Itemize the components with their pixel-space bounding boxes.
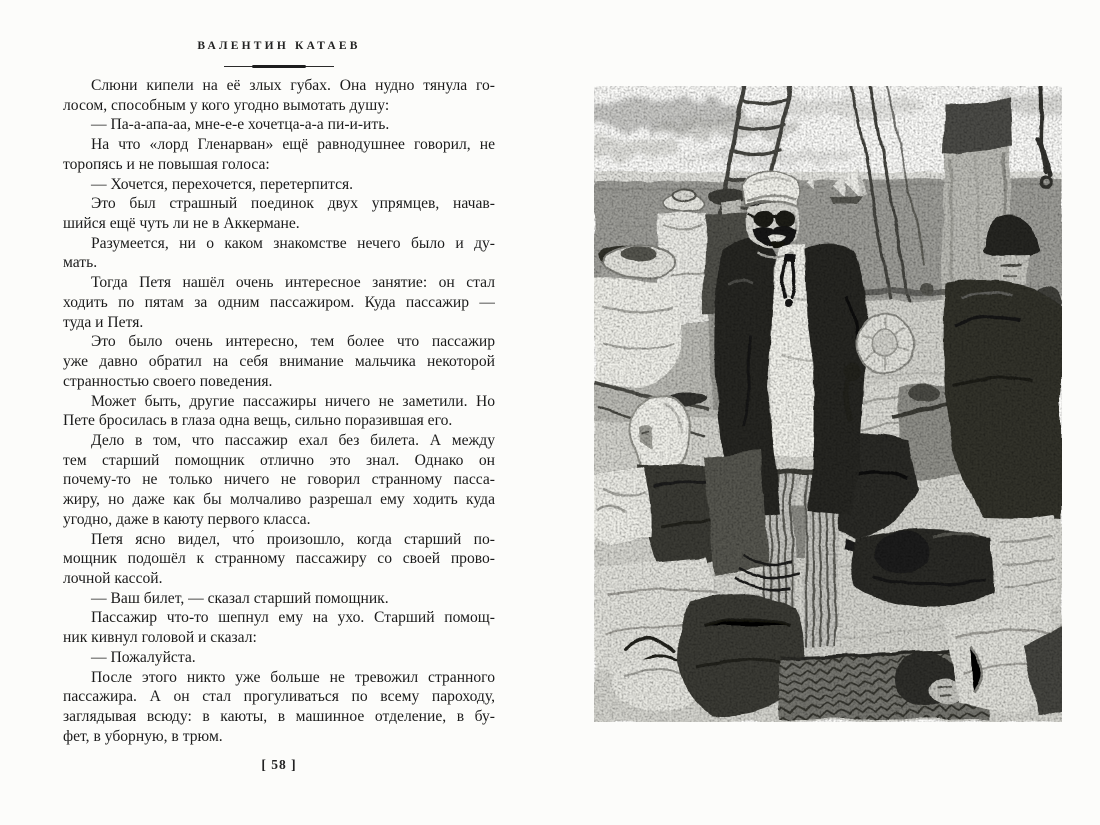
text-line: пассажира. А он стал прогуливаться по всему пароходу,: [63, 688, 495, 706]
text-line: мать.: [63, 254, 98, 272]
text-line: лочной кассой.: [63, 569, 163, 587]
text-line: — Хочется, перехочется, перетерпится.: [91, 175, 354, 193]
text-line: торопясь и не повышая голоса:: [63, 155, 270, 173]
running-header: ВАЛЕНТИН КАТАЕВ: [197, 40, 361, 52]
text-line: почему-то не только ничего не говорил странному пасса-: [63, 471, 495, 489]
text-line: уже давно обратил на себя внимание мальчика некоторой: [63, 353, 495, 371]
text-line: заглядывая всюду: в каюты, в машинное отделение, в бу-: [63, 708, 495, 725]
text-line: После этого никто уже больше не тревожил странного: [91, 668, 495, 686]
text-line: — Па-а-апа-аа, мне-е-е хочетца-а-а пи-и-ить.: [91, 116, 390, 134]
page-number: [ 58 ]: [261, 757, 297, 772]
header-divider: [224, 64, 334, 69]
text-line: Может быть, другие пассажиры ничего не заметили. Но: [91, 392, 495, 410]
text-line: — Пожалуйста.: [91, 648, 196, 666]
text-line: Это был страшный поединок двух упрямцев, начав-: [91, 195, 495, 213]
text-line: ник кивнул головой и сказал:: [63, 629, 257, 647]
text-line: жиру, но даже как бы молчаливо разрешал ему ходить куда: [63, 491, 495, 509]
text-line: туда и Петя.: [63, 313, 144, 331]
text-line: ходить по пятам за одним пассажиром. Куда пассажир —: [63, 293, 495, 311]
text-line: тем старший помощник отлично это знал. Однако он: [63, 451, 495, 469]
body-text: [63, 76, 495, 746]
text-line: Пете бросилась в глаза одна вещь, сильно поразившая его.: [63, 412, 453, 430]
text-line: странностью своего поведения.: [63, 372, 273, 390]
divider-thick-line: [252, 65, 306, 68]
text-line: На что «лорд Гленарван» ещё равнодушнее говорил, не: [91, 136, 495, 154]
text-line: Это было очень интересно, тем более что пассажир: [91, 333, 495, 351]
text-line: фет, в уборную, в трюм.: [63, 727, 223, 745]
text-line: Петя ясно видел, что́ произошло, когда старший по-: [91, 530, 495, 548]
illustration-drawing: [594, 86, 1062, 722]
text-line: Дело в том, что пассажир ехал без билета. А между: [91, 431, 495, 449]
text-line: шийся ещё чуть ли не в Аккермане.: [63, 215, 300, 233]
text-line: угодно, даже в каюту первого класса.: [63, 510, 311, 528]
text-line: лосом, способным у кого угодно вымотать душу:: [63, 96, 390, 114]
text-line: Тогда Петя нашёл очень интересное занятие: он стал: [91, 274, 495, 292]
text-line: Разумеется, ни о каком знакомстве нечего было и ду-: [91, 234, 495, 252]
text-line: мощник подошёл к странному пассажиру со своей прово-: [63, 550, 495, 568]
illustration: [594, 86, 1062, 722]
text-line: Слюни кипели на её злых губах. Она нудно тянула го-: [91, 77, 495, 94]
text-line: — Ваш билет, — сказал старший помощник.: [91, 589, 389, 607]
text-line: Пассажир что-то шепнул ему на ухо. Старший помощ-: [91, 609, 495, 627]
paper-grain-texture: [594, 86, 1062, 722]
